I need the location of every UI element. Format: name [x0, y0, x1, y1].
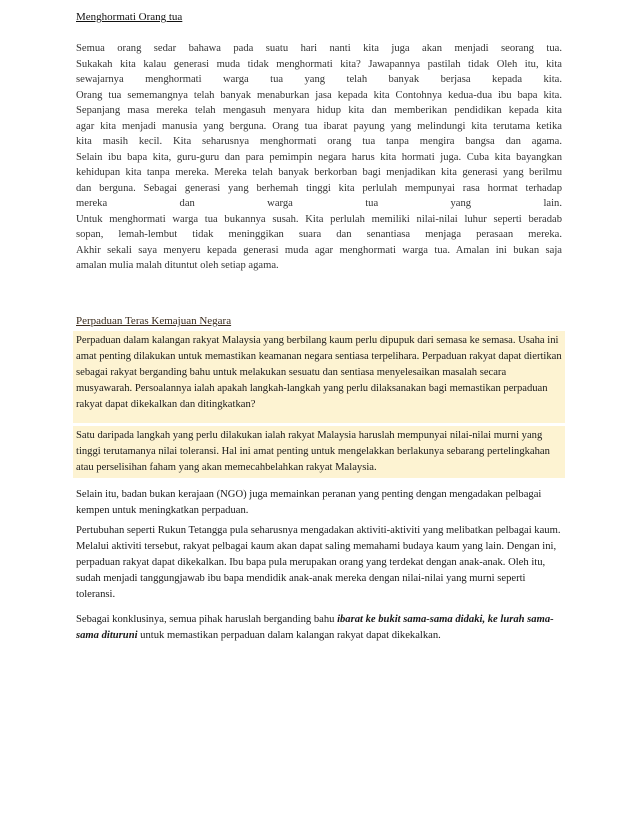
text-line: mereka dan warga tua yang lain. [76, 198, 562, 209]
text-line: Sepanjang masa mereka telah mengasuh menyara hidup kita dan memberikan pendidikan kepada kita [76, 105, 562, 116]
text-line: kita masih kecil. Kita seharusnya menghormati orang tua tanpa mengira bangsa dan agama. [76, 136, 562, 147]
text-line: Akhir sekali saya menyeru kepada generasi muda agar menghormati warga tua. Amalan ini bukan saja [76, 244, 562, 256]
paragraph-rukun-tetangga: Pertubuhan seperti Rukun Tetangga pula seharusnya mengadakan aktiviti-aktiviti yang melibatkan pelbagai kaum. Melalui aktiviti tersebut, rakyat pelbagai kaum akan dapat saling memahami budaya kaum yang lain. Dengan ini, perpaduan rakyat dapat dikekalkan. Ibu bapa pula merupakan orang yang terdekat dengan anak-anak. Oleh itu, sudah menjadi tanggungjawab ibu bapa mendidik anak-anak mereka dengan nilai-nilai yang murni seperti toleransi. [76, 525, 561, 600]
conclusion-text-start: Sebagai konklusinya, semua pihak haruslah berganding bahu [76, 614, 338, 625]
text-line: sopan, lemah-lembut tidak meninggikan suara dan senantiasa menjaga perasaan mereka. [76, 229, 562, 240]
conclusion-text-end: untuk memastikan perpaduan dalam kalangan rakyat dapat dikekalkan. [137, 630, 441, 641]
highlighted-paragraph-intro [73, 331, 565, 423]
highlighted-paragraph-toleransi [73, 426, 565, 478]
text-line: Orang tua sememangnya telah banyak menaburkan jasa kepada kita Contohnya kedua-dua ibu bapa kita. [76, 89, 562, 101]
paragraph-ngo: Selain itu, badan bukan kerajaan (NGO) juga memainkan peranan yang penting dengan mengadakan pelbagai kempen untuk meningkatkan perpaduan. [76, 489, 542, 516]
essay-body-menghormati [76, 41, 562, 279]
text-line: sewajarnya menghormati warga tua yang telah banyak berjasa kepada kita. [76, 74, 562, 85]
text-line: kehidupan kita tanpa mereka. Mereka telah banyak berkorban bagi menjadikan kita generasi yang berilmu [76, 167, 562, 178]
text-line: amalan mulia malah dituntut oleh setiap agama. [76, 260, 279, 271]
paragraph-text: Perpaduan dalam kalangan rakyat Malaysia yang berbilang kaum perlu dipupuk dari semasa ke semasa. Usaha ini amat penting dilakukan untuk memastikan keamanan negara sentiasa terpelihara. Perpaduan rakyat dapat diertikan sebagai rakyat berganding bahu untuk melakukan sesuatu dan sentiasa menyelesaikan masalah secara musyawarah. Persoalannya ialah apakah langkah-langkah yang perlu dilaksanakan bagi memastikan perpaduan rakyat dapat dikekalkan dan ditingkatkan? [76, 335, 562, 410]
paragraph-conclusion [76, 612, 562, 644]
text-line: Semua orang sedar bahawa pada suatu hari nanti kita juga akan menjadi seorang tua. [76, 43, 562, 54]
conclusion-idiom: ibarat ke bukit sama-sama didaki, ke lurah sama-sama dituruni [76, 614, 554, 641]
paragraph-text: Satu daripada langkah yang perlu dilakukan ialah rakyat Malaysia haruslah mempunyai nilai-nilai murni yang tinggi terutamanya nilai toleransi. Hal ini amat penting untuk mengelakkan berlakunya sebarang pertelingkahan atau perselisihan faham yang akan memecahbelahkan rakyat Malaysia. [76, 430, 550, 473]
text-line: dan berguna. Sebagai generasi yang berhemah tinggi kita perlulah mempunyai rasa hormat terhadap [76, 182, 562, 194]
text-line: Sukakah kita kalau generasi muda tidak menghormati kita? Jawapannya pastilah tidak Oleh itu, kita [76, 58, 562, 70]
text-line: Selain ibu bapa kita, guru-guru dan para pemimpin negara harus kita hormati juga. Cuba kita bayangkan [76, 151, 562, 163]
text-line: agar kita menjadi manusia yang berguna. Orang tua ibarat payung yang melindungi kita terutama ketika [76, 120, 562, 132]
section-title-perpaduan: Perpaduan Teras Kemajuan Negara [76, 315, 232, 327]
text-line: Untuk menghormati warga tua bukannya susah. Kita perlulah memiliki nilai-nilai luhur seperti beradab [76, 213, 562, 225]
section-title-menghormati: Menghormati Orang tua [76, 11, 183, 23]
